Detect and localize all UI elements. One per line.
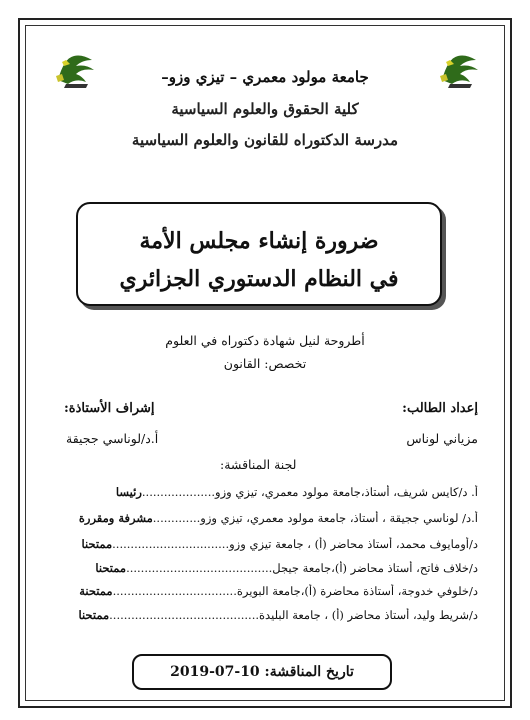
committee-label: لجنة المناقشة:: [220, 457, 297, 472]
member-name: د/خلوفي خدوجة، أستاذة محاضرة (أ)،جامعة البويرة: [236, 584, 478, 598]
student-name: مزياني لوناس: [406, 431, 478, 446]
member-role: ممتحنا: [81, 537, 113, 551]
committee-member: [58, 561, 478, 579]
thesis-title-line-1: ضرورة إنشاء مجلس الأمة: [139, 228, 379, 254]
university-logo-icon: [52, 50, 98, 92]
member-role: ممتحنا: [95, 561, 127, 575]
member-role: مشرفة ومقررة: [78, 511, 153, 525]
committee-member: [58, 511, 478, 529]
member-name: د/خلاف فاتح، أستاذ محاضر (أ)،جامعة جيجل: [272, 561, 478, 575]
faculty-name: كلية الحقوق والعلوم السياسية: [171, 100, 359, 118]
member-role: رئيسا: [115, 485, 142, 499]
member-role: ممتحنا: [78, 608, 110, 622]
supervisor-label: إشراف الأستاذة:: [64, 401, 155, 416]
committee-member: [58, 537, 478, 555]
specialty-statement: تخصص: القانون: [223, 356, 307, 371]
thesis-title-line-2: في النظام الدستوري الجزائري: [119, 266, 399, 292]
member-dots: ..................................: [112, 584, 237, 598]
member-dots: ................................: [112, 537, 230, 551]
student-label: إعداد الطالب:: [402, 401, 478, 416]
member-dots: .........................................: [109, 608, 260, 622]
member-name: أ.د/ لوناسي ججيقة ، أستاذ، جامعة مولود معمري، تيزي وزو: [200, 511, 478, 525]
member-dots: ....................: [141, 485, 216, 499]
university-logo-icon: [436, 50, 482, 92]
defense-date-box: تاريخ المناقشة: 10-07-2019: [132, 654, 392, 690]
university-name: جامعة مولود معمري – تيزي وزو–: [161, 68, 369, 86]
member-name: د/أومايوف محمد، أستاذ محاضر (أ) ، جامعة تيزي وزو: [229, 537, 478, 551]
degree-statement: أطروحة لنيل شهادة دكتوراه في العلوم: [165, 333, 365, 348]
member-dots: ........................................: [126, 561, 273, 575]
member-name: د/شريط وليد، أستاذ محاضر (أ) ، جامعة البليدة: [259, 608, 478, 622]
doctoral-school-name: مدرسة الدكتوراه للقانون والعلوم السياسية: [131, 131, 399, 149]
member-dots: .............: [152, 511, 201, 525]
supervisor-name: أ.د/لوناسي ججيقة: [66, 431, 159, 446]
committee-member: [58, 608, 478, 626]
member-name: أ. د/كايس شريف، أستاذ،جامعة مولود معمري، تيزي وزو: [215, 485, 478, 499]
committee-member: [58, 584, 478, 602]
committee-member: [58, 485, 478, 503]
member-role: ممتحنة: [79, 584, 113, 598]
thesis-title-box: [76, 202, 442, 306]
